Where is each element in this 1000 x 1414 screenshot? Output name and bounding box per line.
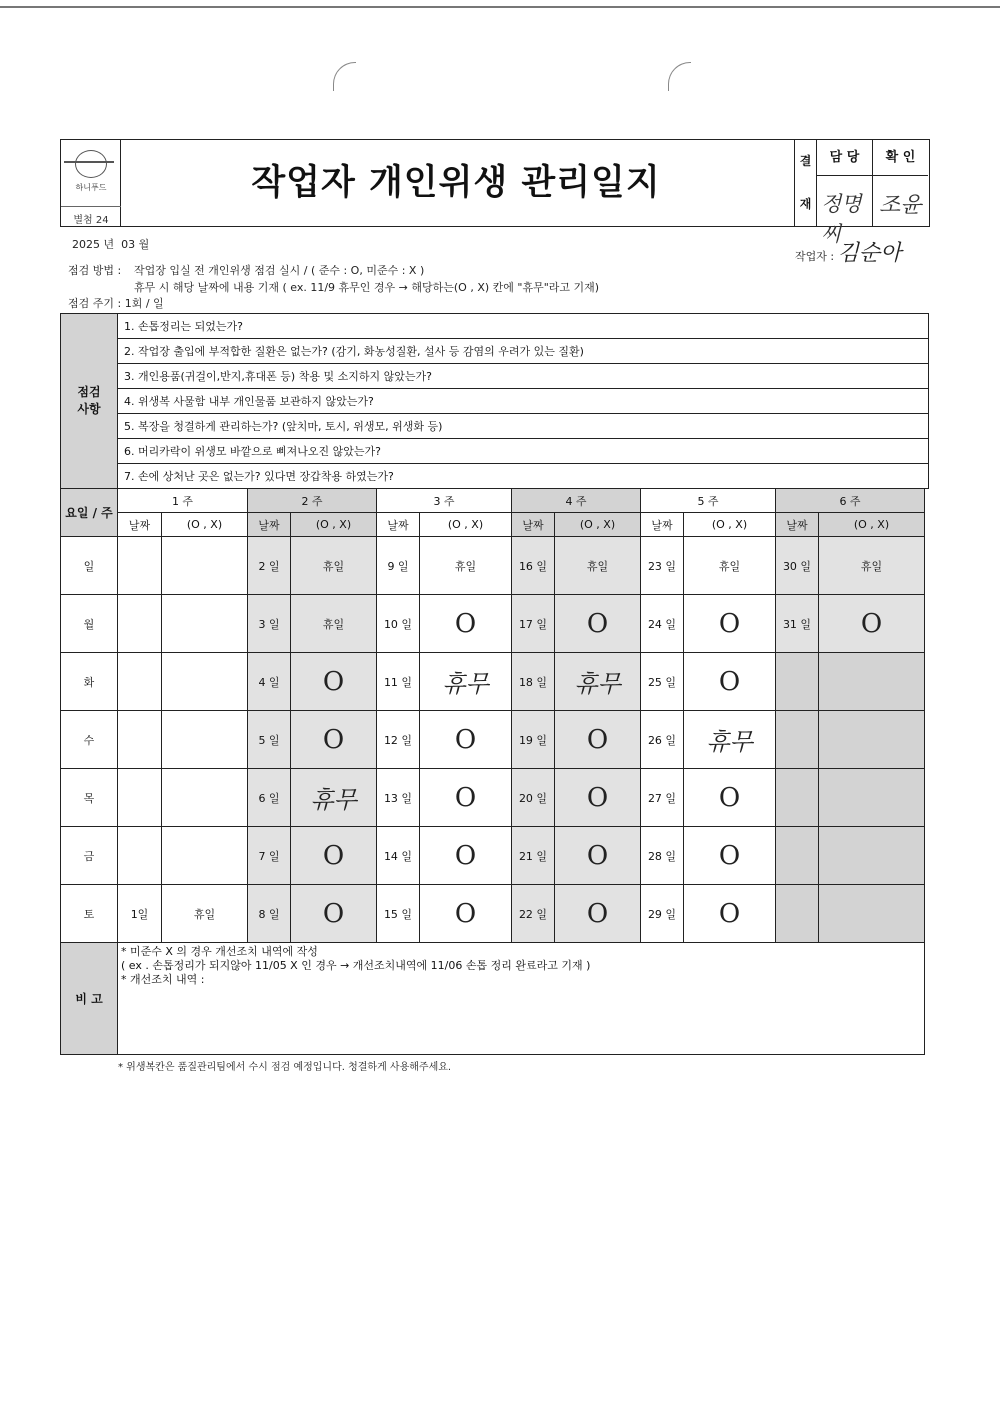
- date-cell: [776, 711, 819, 769]
- check-cell[interactable]: [291, 885, 377, 943]
- signature-manager: 정명씨: [821, 192, 862, 246]
- punch-hole-mark: [668, 62, 691, 91]
- day-label: 화: [61, 653, 118, 711]
- date-cell: [248, 769, 291, 827]
- date-cell: [118, 537, 162, 595]
- check-cell[interactable]: [162, 827, 248, 885]
- check-column-header: (O , X): [819, 513, 925, 537]
- check-cell[interactable]: [555, 653, 641, 711]
- check-cell[interactable]: [555, 537, 641, 595]
- date-value: 28 일: [647, 849, 677, 863]
- check-cell[interactable]: [420, 595, 512, 653]
- check-cell[interactable]: [291, 653, 377, 711]
- weekly-check-table: [60, 488, 925, 1055]
- check-cell[interactable]: [420, 711, 512, 769]
- date-value: 7 일: [258, 849, 280, 863]
- check-cell[interactable]: [819, 595, 925, 653]
- date-value: 11 일: [383, 675, 413, 689]
- date-cell: [641, 769, 684, 827]
- week-header: 4 주: [512, 489, 641, 513]
- notes-cell: [118, 943, 925, 1055]
- date-cell: [377, 885, 420, 943]
- approval-side-label: [795, 140, 817, 226]
- date-cell: [118, 769, 162, 827]
- check-day-off-handwritten: 휴무: [442, 670, 489, 698]
- check-cell[interactable]: [291, 537, 377, 595]
- check-mark-o: O: [454, 724, 477, 755]
- check-cell[interactable]: [420, 827, 512, 885]
- check-column-header: (O , X): [420, 513, 512, 537]
- date-value: 30 일: [782, 559, 812, 573]
- notes-label-text: 비 고: [75, 992, 103, 1006]
- week-header: 1 주: [118, 489, 248, 513]
- week-header: 5 주: [641, 489, 776, 513]
- date-line: [72, 236, 149, 252]
- date-value: 19 일: [518, 733, 548, 747]
- method-label: 점검 방법 :: [68, 264, 122, 277]
- date-cell: [776, 595, 819, 653]
- date-cell: [512, 885, 555, 943]
- check-value: 휴일: [586, 559, 609, 573]
- attachment-label: 별첨 24: [61, 206, 121, 227]
- check-mark-o: O: [322, 724, 345, 755]
- check-column-header: (O , X): [291, 513, 377, 537]
- date-value: 3 일: [258, 617, 280, 631]
- check-mark-o: O: [718, 840, 741, 871]
- corner-label: 요일 / 주: [61, 489, 118, 537]
- month-value: 03: [121, 238, 136, 251]
- check-mark-o: O: [718, 608, 741, 639]
- check-cell[interactable]: [162, 595, 248, 653]
- check-value: 휴일: [322, 559, 345, 573]
- date-cell: [377, 595, 420, 653]
- day-label: 월: [61, 595, 118, 653]
- checklist-item: 7. 손에 상처난 곳은 없는가? 있다면 장갑착용 하였는가?: [118, 464, 929, 489]
- punch-hole-mark: [333, 62, 356, 91]
- check-mark-o: O: [718, 666, 741, 697]
- check-cell[interactable]: [162, 885, 248, 943]
- checklist-item: 2. 작업장 출입에 부적합한 질환은 없는가? (감기, 화농성질환, 설사 등 감염의 우려가 있는 질환): [118, 339, 929, 364]
- week-header: 3 주: [377, 489, 512, 513]
- date-column-header: 날짜: [377, 513, 420, 537]
- year-label: 년: [103, 238, 115, 251]
- check-cycle: 점검 주기 : 1회 / 일: [68, 297, 164, 310]
- check-mark-o: O: [322, 666, 345, 697]
- date-cell: [248, 537, 291, 595]
- date-cell: [641, 653, 684, 711]
- check-cell[interactable]: [420, 885, 512, 943]
- check-mark-o: O: [718, 898, 741, 929]
- method-line-1: 작업장 입실 전 개인위생 점검 실시 / ( 준수 : O, 미준수 : X ): [134, 264, 425, 277]
- page-title: 작업자 개인위생 관리일지: [251, 163, 661, 203]
- signature-confirm: 조윤: [879, 193, 922, 218]
- logo-cell: [61, 140, 121, 226]
- checklist-label-2: 사항: [77, 402, 101, 416]
- day-label: 금: [61, 827, 118, 885]
- footer-note: * 위생복칸은 품질관리팀에서 수시 점검 예정입니다. 청결하게 사용해주세요.: [118, 1062, 452, 1073]
- checklist-item: 5. 복장을 청결하게 관리하는가? (앞치마, 토시, 위생모, 위생화 등): [118, 414, 929, 439]
- check-cell[interactable]: [162, 537, 248, 595]
- date-cell: [641, 885, 684, 943]
- checklist-item: 3. 개인용품(귀걸이,반지,휴대폰 등) 착용 및 소지하지 않았는가?: [118, 364, 929, 389]
- date-value: 20 일: [518, 791, 548, 805]
- check-mark-o: O: [860, 608, 883, 639]
- date-value: 1일: [130, 907, 149, 921]
- date-cell: [776, 769, 819, 827]
- date-cell: [118, 711, 162, 769]
- date-value: 2 일: [258, 559, 280, 573]
- worker-line: [795, 236, 901, 267]
- date-cell: [118, 827, 162, 885]
- day-label: 수: [61, 711, 118, 769]
- check-cell[interactable]: [291, 827, 377, 885]
- check-mark-o: O: [586, 898, 609, 929]
- date-cell: [641, 537, 684, 595]
- date-value: 14 일: [383, 849, 413, 863]
- check-cell[interactable]: [684, 885, 776, 943]
- check-cell[interactable]: [819, 711, 925, 769]
- date-value: 26 일: [647, 733, 677, 747]
- date-cell: [512, 711, 555, 769]
- date-value: 18 일: [518, 675, 548, 689]
- date-cell: [512, 595, 555, 653]
- date-cell: [377, 537, 420, 595]
- check-cell[interactable]: [291, 769, 377, 827]
- date-cell: [377, 711, 420, 769]
- date-cell: [118, 595, 162, 653]
- date-column-header: 날짜: [248, 513, 291, 537]
- checklist-item: 4. 위생복 사물함 내부 개인물품 보관하지 않았는가?: [118, 389, 929, 414]
- check-cell[interactable]: [162, 769, 248, 827]
- check-cell[interactable]: [684, 711, 776, 769]
- date-value: 17 일: [518, 617, 548, 631]
- date-cell: [512, 653, 555, 711]
- check-cell[interactable]: [420, 537, 512, 595]
- check-day-off-handwritten: 휴무: [706, 728, 753, 756]
- check-mark-o: O: [454, 782, 477, 813]
- checklist-table: [60, 313, 929, 489]
- date-cell: [377, 653, 420, 711]
- check-cell[interactable]: [684, 827, 776, 885]
- date-cell: [776, 537, 819, 595]
- date-cell: [641, 595, 684, 653]
- notes-line: * 미준수 X 의 경우 개선조치 내역에 작성: [121, 945, 318, 958]
- check-value: 휴일: [193, 907, 216, 921]
- checklist-label-1: 점검: [77, 385, 101, 399]
- date-value: 24 일: [647, 617, 677, 631]
- logo-text: 하니푸드: [75, 183, 107, 192]
- date-value: 5 일: [258, 733, 280, 747]
- date-value: 23 일: [647, 559, 677, 573]
- date-column-header: 날짜: [641, 513, 684, 537]
- checklist-item: 6. 머리카락이 위생모 바깥으로 삐져나오진 않았는가?: [118, 439, 929, 464]
- date-value: 22 일: [518, 907, 548, 921]
- check-mark-o: O: [586, 608, 609, 639]
- worker-name: 김순아: [837, 241, 902, 266]
- check-cell[interactable]: [291, 595, 377, 653]
- check-cell[interactable]: [162, 711, 248, 769]
- check-value: 휴일: [860, 559, 883, 573]
- date-value: 29 일: [647, 907, 677, 921]
- week-header: 2 주: [248, 489, 377, 513]
- notes-label: [61, 943, 118, 1055]
- date-cell: [512, 827, 555, 885]
- check-cell[interactable]: [819, 885, 925, 943]
- date-cell: [776, 885, 819, 943]
- check-mark-o: O: [322, 898, 345, 929]
- date-cell: [377, 827, 420, 885]
- date-value: 13 일: [383, 791, 413, 805]
- date-cell: [118, 653, 162, 711]
- approval-header-confirm: 확 인: [873, 140, 928, 176]
- date-cell: [248, 595, 291, 653]
- check-mark-o: O: [586, 840, 609, 871]
- check-mark-o: O: [454, 608, 477, 639]
- day-label: 일: [61, 537, 118, 595]
- check-column-header: (O , X): [555, 513, 641, 537]
- check-cell[interactable]: [555, 827, 641, 885]
- check-cell[interactable]: [420, 653, 512, 711]
- checklist-label: [61, 314, 118, 489]
- check-cell[interactable]: [555, 769, 641, 827]
- check-mark-o: O: [322, 840, 345, 871]
- check-value: 휴일: [454, 559, 477, 573]
- date-cell: [776, 653, 819, 711]
- date-value: 6 일: [258, 791, 280, 805]
- date-column-header: 날짜: [512, 513, 555, 537]
- date-cell: [248, 711, 291, 769]
- check-day-off-handwritten: 휴무: [310, 786, 357, 814]
- method-line-2: 휴무 시 해당 날짜에 내용 기재 ( ex. 11/9 휴무인 경우 → 해당하는(O , X) 칸에 "휴무"라고 기재): [134, 281, 600, 294]
- check-mark-o: O: [454, 898, 477, 929]
- approval-signature-cell: [873, 176, 928, 226]
- date-cell: [248, 827, 291, 885]
- date-cell: [248, 653, 291, 711]
- date-cell: [512, 537, 555, 595]
- check-value: 휴일: [718, 559, 741, 573]
- approval-header-manager: 담 당: [817, 140, 873, 176]
- date-value: 16 일: [518, 559, 548, 573]
- check-cell[interactable]: [420, 769, 512, 827]
- check-cell[interactable]: [819, 827, 925, 885]
- date-cell: [377, 769, 420, 827]
- scan-edge: [0, 6, 1000, 8]
- date-cell: [512, 769, 555, 827]
- approval-box: [794, 140, 929, 246]
- check-cell[interactable]: [819, 653, 925, 711]
- date-column-header: 날짜: [118, 513, 162, 537]
- worker-label: 작업자 :: [795, 250, 835, 263]
- approval-side-char: 재: [799, 197, 812, 211]
- notes-line: ( ex . 손톱정리가 되지않아 11/05 X 인 경우 → 개선조치내역에 11/06 손톱 정리 완료라고 기재 ): [121, 959, 591, 972]
- check-cell[interactable]: [684, 537, 776, 595]
- check-cell[interactable]: [819, 769, 925, 827]
- date-cell: [641, 711, 684, 769]
- check-mark-o: O: [718, 782, 741, 813]
- check-cell[interactable]: [162, 653, 248, 711]
- check-column-header: (O , X): [162, 513, 248, 537]
- week-header: 6 주: [776, 489, 925, 513]
- check-day-off-handwritten: 휴무: [574, 670, 621, 698]
- checklist-item: 1. 손톱정리는 되었는가?: [118, 314, 929, 339]
- company-logo-icon: [75, 150, 107, 178]
- check-cell[interactable]: [819, 537, 925, 595]
- year-value: 2025: [72, 238, 100, 251]
- check-cell[interactable]: [684, 653, 776, 711]
- day-label: 목: [61, 769, 118, 827]
- check-value: 휴일: [322, 617, 345, 631]
- check-cell[interactable]: [291, 711, 377, 769]
- check-cell[interactable]: [555, 595, 641, 653]
- date-value: 27 일: [647, 791, 677, 805]
- month-label: 월: [138, 238, 150, 251]
- check-cell[interactable]: [684, 595, 776, 653]
- date-value: 10 일: [383, 617, 413, 631]
- date-cell: [118, 885, 162, 943]
- notes-line: * 개선조치 내역 :: [121, 973, 205, 986]
- check-mark-o: O: [454, 840, 477, 871]
- date-column-header: 날짜: [776, 513, 819, 537]
- check-cell[interactable]: [684, 769, 776, 827]
- approval-side-char: 결: [799, 154, 812, 168]
- date-cell: [248, 885, 291, 943]
- date-value: 9 일: [387, 559, 409, 573]
- date-cell: [641, 827, 684, 885]
- date-value: 21 일: [518, 849, 548, 863]
- date-value: 25 일: [647, 675, 677, 689]
- date-value: 12 일: [383, 733, 413, 747]
- date-cell: [776, 827, 819, 885]
- date-value: 8 일: [258, 907, 280, 921]
- date-value: 4 일: [258, 675, 280, 689]
- check-mark-o: O: [586, 724, 609, 755]
- check-cell[interactable]: [555, 711, 641, 769]
- check-mark-o: O: [586, 782, 609, 813]
- date-value: 31 일: [782, 617, 812, 631]
- day-label: 토: [61, 885, 118, 943]
- check-cell[interactable]: [555, 885, 641, 943]
- date-value: 15 일: [383, 907, 413, 921]
- check-column-header: (O , X): [684, 513, 776, 537]
- approval-signature-cell: [817, 176, 873, 246]
